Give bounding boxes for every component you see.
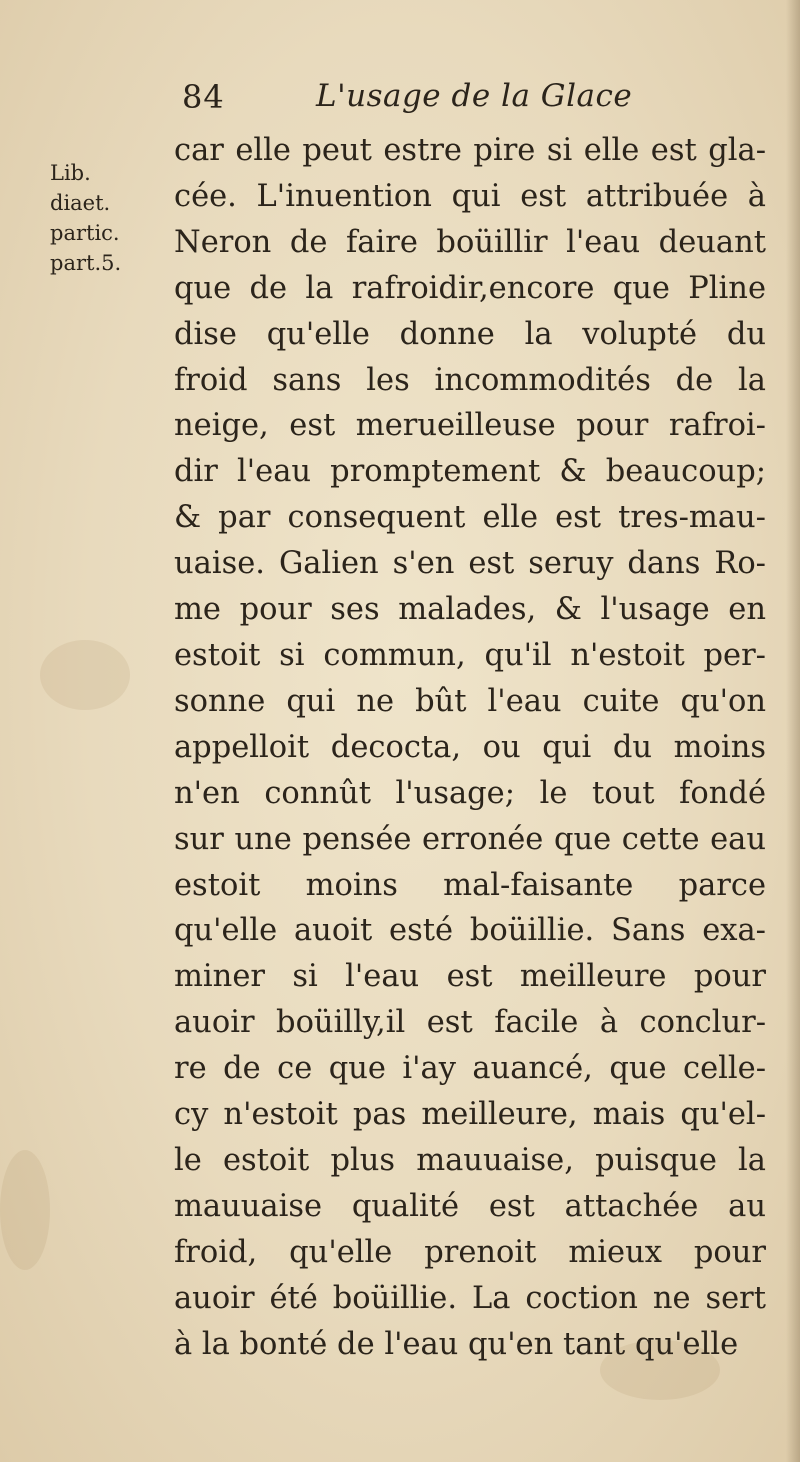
text-line: auoir boüilly,il est facile à conclur- (174, 1005, 766, 1041)
page-header (0, 70, 800, 120)
running-title: L'usage de la Glace (316, 78, 633, 114)
text-line: miner si l'eau est meilleure pour (174, 959, 766, 995)
text-line: me pour ses malades, & l'usage en (174, 592, 766, 628)
margin-note-line: partic. (50, 221, 120, 245)
text-line: n'en connût l'usage; le tout fondé (174, 775, 766, 811)
margin-note-line: part.5. (50, 251, 122, 275)
paper-stain (0, 1150, 50, 1270)
text-line: uaise. Galien s'en est seruy dans Ro- (174, 546, 766, 582)
text-line: cy n'estoit pas meilleure, mais qu'el- (174, 1097, 766, 1133)
text-line: re de ce que i'ay auancé, que celle- (174, 1051, 766, 1087)
gutter-shadow (786, 0, 800, 1462)
text-line: auoir été boüillie. La coction ne sert (174, 1280, 766, 1316)
text-line: le estoit plus mauuaise, puisque la (174, 1142, 766, 1178)
text-line: & par consequent elle est tres-mau- (174, 500, 766, 536)
text-line: dir l'eau promptement & beaucoup; (174, 454, 766, 490)
body-text (174, 128, 766, 1367)
margin-note-line: diaet. (50, 191, 111, 215)
page-number: 84 (182, 78, 225, 116)
text-line: cée. L'inuention qui est attribuée à (174, 178, 766, 214)
text-line: appelloit decocta, ou qui du moins (174, 729, 766, 765)
text-line: qu'elle auoit esté boüillie. Sans exa- (174, 913, 766, 949)
text-line: estoit si commun, qu'il n'estoit per- (174, 637, 766, 673)
text-line: à la bonté de l'eau qu'en tant qu'elle (174, 1326, 739, 1362)
text-line: mauuaise qualité est attachée au (174, 1188, 766, 1224)
text-line: que de la rafroidir,encore que Pline (174, 270, 766, 306)
text-line: estoit moins mal-faisante parce (174, 867, 766, 903)
text-line: froid sans les incommodités de la (174, 362, 766, 398)
text-line: car elle peut estre pire si elle est gla- (174, 133, 766, 168)
paper-stain (40, 640, 130, 710)
text-line: froid, qu'elle prenoit mieux pour (174, 1234, 766, 1270)
margin-note-line: Lib. (50, 161, 91, 185)
text-line: sur une pensée erronée que cette eau (174, 821, 766, 857)
text-line: neige, est merueilleuse pour rafroi- (174, 408, 766, 444)
text-line: dise qu'elle donne la volupté du (174, 316, 766, 352)
text-line: sonne qui ne bût l'eau cuite qu'on (174, 683, 766, 719)
text-line: Neron de faire boüillir l'eau deuant (174, 224, 766, 260)
margin-note (50, 158, 162, 278)
